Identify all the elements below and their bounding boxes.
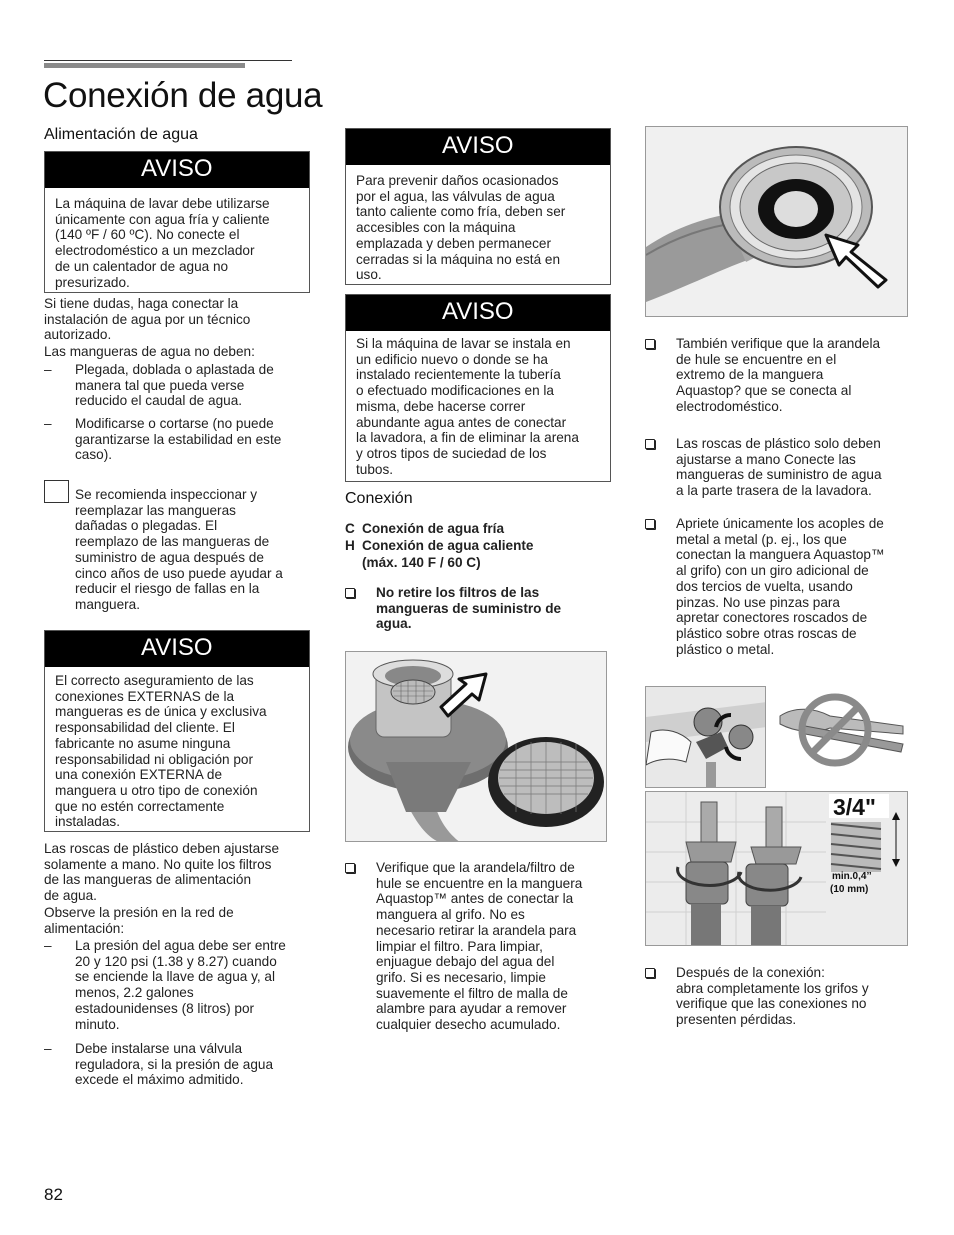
code-hot: H [345,538,355,553]
paragraph-doubts: Si tiene dudas, haga conectar la instalación de agua por un técnico autorizado. Las mangueras de agua no deben: [44,296,255,360]
list-item: Las roscas de plástico solo deben ajustarse a mano Conecte las mangueras de suministro de agua a la parte trasera de la lavadora. [645,436,911,502]
note-text: Se recomienda inspeccionar y reemplazar las mangueras dañadas o plegadas. El reemplazo de las mangueras de suministro de agua después de cinco años de uso puede ayudar a reducir el riesgo de fallas en la manguera. [75,487,283,612]
warning-box-2 [44,630,310,832]
dash-marker: – [44,938,52,953]
code-cold-text: Conexión de agua fría [362,521,505,536]
warning-text: El correcto aseguramiento de las conexiones EXTERNAS de la mangueras es de única y exclusiva responsabilidad del cliente. El fabricante no asume ninguna responsabilidad ni obligación por una conexión EXTERNA de manguera u otro tipo de conexión que no estén correctamente instaladas. [55,673,267,830]
filter-hose-illustration [345,651,607,842]
min-length-label: min.0,4’’ [832,871,872,882]
warning-text: Si la máquina de lavar se instala en un edificio nuevo o donde se ha instalado recientemente la tubería o efectuado modificaciones en la misma, debe hacerse correr abundante agua antes de conectar la lavadora, a fin de eliminar la arena y otros tipos de suciedad de los tubos. [356,336,579,477]
list-item: – Plegada, doblada o aplastada de manera tal que pueda verse reducido el caudal de agua. [44,362,274,409]
list-item: Apriete únicamente los acoples de metal a metal (p. ej., los que conectan la manguera Aquastop™ al grifo) con un giro adicional de dos tercios de vuelta, usando pinzas. No use pinzas para apretar conectores roscados de plástico sobre otras roscas de plástico o metal. [645,516,911,662]
dash-marker: – [44,1041,52,1056]
appliance-washer-illustration [645,126,908,317]
warning-box-4 [345,294,611,482]
warning-text: Para prevenir daños ocasionados por el agua, las válvulas de agua tanto caliente como fría, deben ser accesibles con la máquina emplazada y deben permanecer cerradas si la máquina no está en uso. [356,173,566,283]
thread-size-label: 3/4" [833,794,876,820]
list-item: Verifique que la arandela/filtro de hule se encuentre en la manguera Aquastop™ antes de conectar la manguera al grifo. No es necesario retirar la arandela para limpiar el filtro. Para limpiar, enjuague debajo del agua del grifo. Si es necesario, limpie suavemente el filtro de malla de alambre para ayudar a remover cualquier desecho acumulado. [345,860,611,1040]
warning-label: AVISO [45,152,309,188]
paragraph-plastic-threads: Las roscas de plástico deben ajustarse solamente a mano. No quite los filtros de las mangueras de alimentación de agua. Observe la presión en la red de alimentación: [44,841,280,936]
list-item: – La presión del agua debe ser entre 20 y 120 psi (1.38 y 8.27) cuando se enciende la llave de agua y, al menos, 2.2 galones estadounidenses (8 litros) por minuto. [44,938,286,1032]
page-title: Conexión de agua [43,76,323,115]
checkbox-icon [645,965,665,982]
min-length-mm-label: (10 mm) [830,884,869,895]
header-rule-thick [44,63,245,68]
checkbox-icon [345,860,365,877]
code-max-temp: (máx. 140 F / 60 C) [362,555,481,570]
list-item: – Modificarse o cortarse (no puede garantizarse la estabilidad en este caso). [44,416,282,463]
warning-label: AVISO [45,631,309,667]
warning-label: AVISO [346,129,610,165]
checkbox-icon [645,516,665,533]
warning-label: AVISO [346,295,610,331]
page-number: 82 [44,1185,63,1204]
warning-text: La máquina de lavar debe utilizarse únicamente con agua fría y caliente (140 ºF / 60 ºC). No conecte el electrodoméstico a un mezclador de un calentador de agua no presurizado. [55,196,270,290]
list-item: – Debe instalarse una válvula reguladora, si la presión de agua excede el máximo admitido. [44,1041,273,1088]
warning-box-1 [44,151,310,293]
checkbox-icon [645,336,665,353]
hands-tightening-illustration [645,686,766,788]
list-item: También verifique que la arandela de hule se encuentre en el extremo de la manguera Aquastop? que se conecta al electrodoméstico. [645,336,911,418]
code-cold: C [345,521,355,536]
list-item: No retire los filtros de las mangueras de suministro de agua. [345,585,611,635]
section-subhead-connection: Conexión [345,490,413,507]
checkbox-icon [645,436,665,453]
dash-marker: – [44,362,52,377]
no-pliers-icon [775,686,908,788]
code-hot-text: Conexión de agua caliente [362,538,534,553]
warning-box-3 [345,128,611,285]
header-rule-thin [44,60,292,61]
list-item: Después de la conexión: abra completamente los grifos y verifique que las conexiones no presenten pérdidas. [645,965,911,1031]
section-subhead-water-supply: Alimentación de agua [44,126,198,143]
dash-marker: – [44,416,52,431]
checkbox-icon [345,585,365,602]
note-box-icon [44,480,69,503]
